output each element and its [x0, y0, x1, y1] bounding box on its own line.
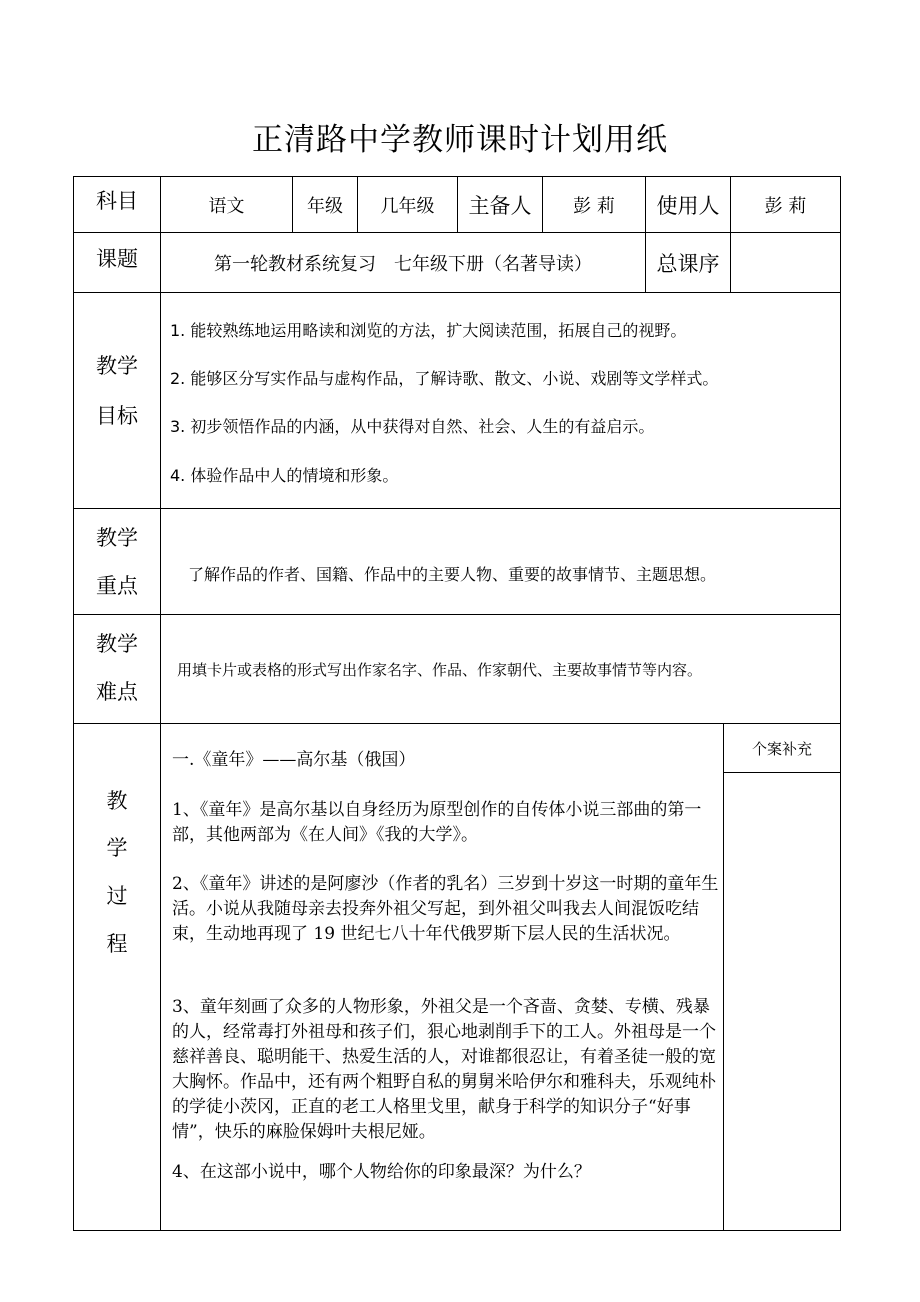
total-lesson-label: 总课序: [656, 251, 720, 276]
lead-preparer-value: 彭 莉: [573, 195, 615, 217]
grade-value: 几年级: [380, 195, 435, 217]
process-paragraph: 2、《童年》讲述的是阿廖沙（作者的乳名）三岁到十岁这一时期的童年生活。小说从我随母亲去投奔外祖父写起，到外祖父叫我去人间混饭吃结束，生动地再现了 19 世纪七八十年代俄罗斯下层人民的生活状况。: [172, 874, 719, 944]
process-label-char: 学: [106, 836, 128, 860]
page-title: 正清路中学教师课时计划用纸: [252, 122, 668, 158]
process-label-char: 过: [106, 884, 128, 908]
objective-item: 1. 能较熟练地运用略读和浏览的方法，扩大阅读范围，拓展自己的视野。: [170, 321, 687, 340]
process-paragraph: 4、在这部小说中，哪个人物给你的印象最深？为什么？: [172, 1162, 591, 1182]
user-label: 使用人: [656, 193, 720, 218]
objectives-label-line1: 教学: [96, 354, 138, 378]
difficulties-text: 用填卡片或表格的形式写出作家名字、作品、作家朝代、主要故事情节等内容。: [177, 661, 703, 679]
subject-value: 语文: [208, 195, 245, 217]
difficulties-label-line2: 难点: [96, 680, 138, 704]
lead-preparer-label: 主备人: [468, 193, 532, 218]
objective-item: 3. 初步领悟作品的内涵，从中获得对自然、社会、人生的有益启示。: [170, 417, 655, 436]
process-heading: 一.《童年》——高尔基（俄国）: [172, 750, 416, 770]
topic-label: 课题: [96, 247, 138, 271]
process-paragraph: 3、童年刻画了众多的人物形象，外祖父是一个吝啬、贪婪、专横、残暴的人，经常毒打外祖母和孩子们，狠心地剥削手下的工人。外祖母是一个慈祥善良、聪明能干、热爱生活的人，对谁都很忍让，有着圣徒一般的宽大胸怀。作品中，还有两个粗野自私的舅舅米哈伊尔和雅科夫，乐观纯朴的学徒小茨冈，正直的老工人格里戈里，献身于科学的知识分子“好事情”，快乐的麻脸保姆叶夫根尼娅。: [172, 997, 716, 1142]
objectives-label-line2: 目标: [96, 404, 138, 428]
process-label-char: 程: [106, 932, 128, 956]
difficulties-label-line1: 教学: [96, 632, 138, 656]
objective-item: 4. 体验作品中人的情境和形象。: [170, 466, 399, 485]
subject-label: 科目: [96, 189, 138, 213]
key-points-text: 了解作品的作者、国籍、作品中的主要人物、重要的故事情节、主题思想。: [188, 565, 717, 584]
key-points-label-line1: 教学: [96, 526, 138, 550]
topic-value: 第一轮教材系统复习 七年级下册（名著导读）: [214, 253, 592, 275]
case-supplement-label: 个案补充: [751, 739, 812, 758]
objective-item: 2. 能够区分写实作品与虚构作品，了解诗歌、散文、小说、戏剧等文学样式。: [170, 369, 719, 388]
total-lesson-value: [731, 233, 840, 292]
process-paragraph: 1、《童年》是高尔基以自身经历为原型创作的自传体小说三部曲的第一部，其他两部为《在人间》《我的大学》。: [172, 800, 702, 845]
key-points-label-line2: 重点: [96, 574, 138, 598]
grade-label: 年级: [307, 195, 343, 217]
user-value: 彭 莉: [764, 195, 807, 217]
process-label-char: 教: [106, 789, 128, 813]
